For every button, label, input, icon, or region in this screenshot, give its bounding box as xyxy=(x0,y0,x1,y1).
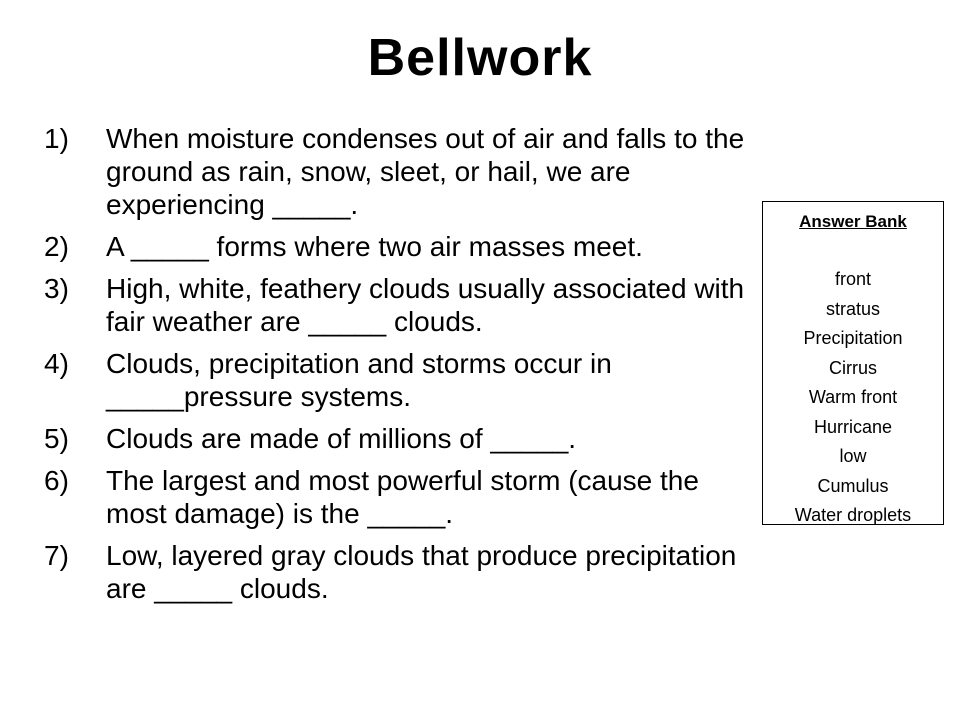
slide-title: Bellwork xyxy=(367,29,593,87)
question-list xyxy=(44,122,764,614)
question-item xyxy=(44,422,764,455)
answer-bank-item: stratus xyxy=(825,298,881,319)
answer-bank-item: Cirrus xyxy=(829,357,877,378)
answer-bank-item: front xyxy=(834,269,872,289)
question-item xyxy=(44,539,764,605)
question-number: 3) xyxy=(44,273,69,304)
question-item xyxy=(44,272,764,338)
question-text: Clouds are made of millions of _____. xyxy=(106,423,577,454)
question-text: When moisture condenses out of air and falls to the ground as rain, snow, sleet, or hail, we are experiencing _____. xyxy=(106,123,745,220)
answer-bank-title: Answer Bank xyxy=(799,212,907,231)
question-item xyxy=(44,347,764,413)
answer-bank-item: low xyxy=(839,446,867,466)
question-number: 6) xyxy=(44,465,69,496)
answer-bank-item: Warm front xyxy=(808,387,898,407)
answer-bank-list xyxy=(763,265,943,531)
question-number: 1) xyxy=(44,123,69,154)
question-text: The largest and most powerful storm (cause the most damage) is the _____. xyxy=(106,465,699,529)
question-number: 2) xyxy=(44,231,69,262)
question-number: 4) xyxy=(44,348,69,379)
answer-bank xyxy=(762,201,944,525)
question-item xyxy=(44,122,764,221)
answer-bank-item: Cumulus xyxy=(817,475,889,496)
answer-bank-item: Precipitation xyxy=(803,328,903,348)
question-item xyxy=(44,464,764,530)
question-number: 5) xyxy=(44,423,69,454)
answer-bank-item: Water droplets xyxy=(794,505,912,525)
question-text: Low, layered gray clouds that produce precipitation are _____ clouds. xyxy=(106,540,737,604)
question-text: Clouds, precipitation and storms occur in _____pressure systems. xyxy=(106,348,612,412)
question-text: A _____ forms where two air masses meet. xyxy=(106,231,643,262)
answer-bank-item: Hurricane xyxy=(813,416,893,437)
question-number: 7) xyxy=(44,540,69,571)
question-item xyxy=(44,230,764,263)
question-text: High, white, feathery clouds usually associated with fair weather are _____ clouds. xyxy=(106,273,745,337)
